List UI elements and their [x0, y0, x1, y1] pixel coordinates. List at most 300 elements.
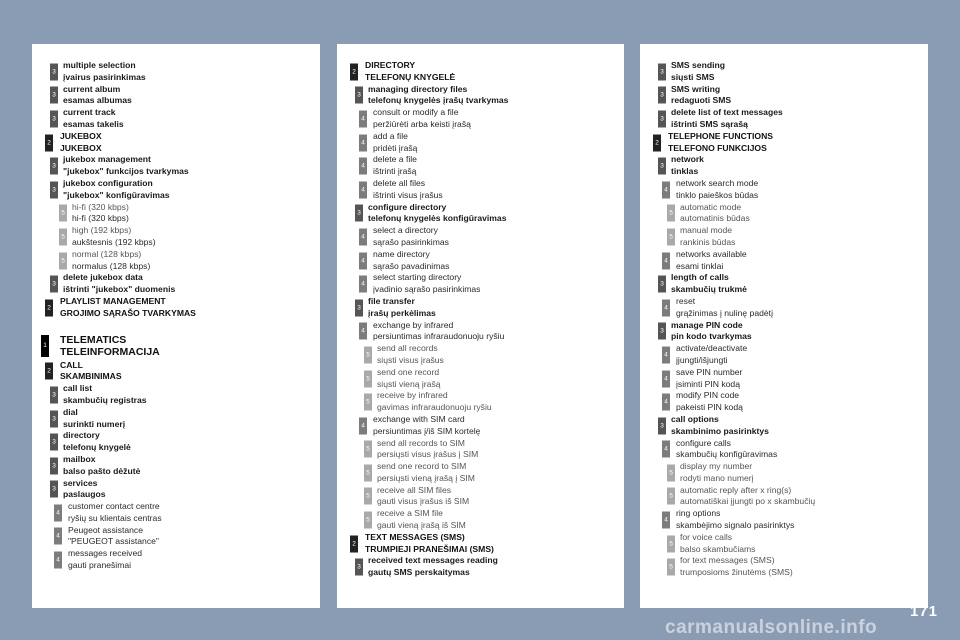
menu-item-line: activate/deactivate [676, 343, 748, 354]
menu-item-text [72, 249, 316, 273]
level-badge: 5 [667, 488, 675, 505]
menu-item-line: delete jukebox data [63, 272, 143, 283]
menu-item-line: exchange with SIM card [373, 413, 465, 424]
menu-item-level-3 [337, 84, 624, 108]
menu-item-level-5 [640, 532, 928, 556]
menu-item-line: persiųsti vieną įrašą į SIM [377, 472, 475, 483]
level-badge: 2 [350, 63, 358, 80]
menu-item-text [671, 84, 924, 108]
level-badge: 5 [364, 488, 372, 505]
menu-item-line: managing directory files [368, 83, 468, 94]
menu-item-level-3 [32, 272, 320, 296]
level-badge: 5 [364, 394, 372, 411]
menu-item-line: telefonų knygelė [63, 442, 131, 453]
menu-item-text [72, 202, 316, 226]
menu-item-line: select a directory [373, 225, 438, 236]
level-badge: 4 [54, 528, 62, 545]
menu-item-line: file transfer [368, 295, 415, 306]
menu-item-line: receive by infrared [377, 390, 448, 401]
level-badge: 3 [658, 323, 666, 340]
level-badge: 3 [50, 434, 58, 451]
menu-item-level-4 [640, 390, 928, 414]
menu-item-line: pridėti įrašą [373, 142, 418, 153]
menu-item-text [63, 454, 316, 478]
menu-item-line: TELEFONŲ KNYGELĖ [365, 71, 456, 82]
menu-item-line: gauti vieną įrašą iš SIM [377, 520, 466, 531]
menu-item-level-3 [337, 296, 624, 320]
level-badge: 4 [359, 228, 367, 245]
menu-item-level-2 [32, 360, 320, 384]
menu-column-1 [32, 44, 320, 608]
level-badge: 4 [662, 252, 670, 269]
menu-item-level-3 [32, 107, 320, 131]
menu-item-line: normalus (128 kbps) [72, 260, 151, 271]
menu-item-level-4 [32, 548, 320, 572]
level-badge: 5 [364, 346, 372, 363]
menu-item-line: send all records [377, 343, 438, 354]
menu-item-line: "jukebox" funkcijos tvarkymas [63, 166, 189, 177]
level-badge: 4 [662, 370, 670, 387]
menu-item-level-2 [640, 131, 928, 155]
menu-item-line: pakeisti PIN kodą [676, 402, 743, 413]
menu-item-level-5 [32, 202, 320, 226]
level-badge: 5 [667, 464, 675, 481]
menu-item-text [377, 390, 620, 414]
menu-item-line: for text messages (SMS) [680, 555, 775, 566]
menu-item-line: TELEMATICS [60, 333, 127, 346]
menu-item-line: įjungti/išjungti [676, 354, 728, 365]
menu-item-text [680, 202, 924, 226]
menu-item-line: gautų SMS perskaitymas [368, 567, 470, 578]
level-badge: 3 [50, 158, 58, 175]
menu-item-text [377, 508, 620, 532]
menu-item-line: current track [63, 107, 116, 118]
menu-item-line: current album [63, 83, 121, 94]
menu-item-line: siųsti vieną įrašą [377, 378, 441, 389]
menu-item-line: delete a file [373, 154, 417, 165]
level-badge: 3 [50, 110, 58, 127]
menu-item-line: network [671, 154, 704, 165]
menu-item-line: ištrinti SMS sąrašą [671, 118, 748, 129]
menu-item-line: telefonų knygelės įrašų tvarkymas [368, 95, 509, 106]
menu-item-line: select starting directory [373, 272, 462, 283]
menu-item-line: send one record [377, 366, 440, 377]
menu-item-line: automatic reply after x ring(s) [680, 484, 792, 495]
menu-item-text [63, 84, 316, 108]
menu-item-level-3 [32, 178, 320, 202]
menu-item-line: JUKEBOX [60, 130, 102, 141]
menu-item-level-4 [640, 367, 928, 391]
menu-item-level-3 [32, 478, 320, 502]
level-badge: 4 [662, 299, 670, 316]
level-badge: 4 [54, 504, 62, 521]
menu-item-line: display my number [680, 461, 753, 472]
menu-item-line: name directory [373, 248, 430, 259]
menu-item-text [671, 414, 924, 438]
level-badge: 4 [359, 181, 367, 198]
menu-item-level-5 [337, 343, 624, 367]
menu-item-line: peržiūrėti arba keisti įrašą [373, 118, 471, 129]
menu-item-text [676, 367, 924, 391]
menu-item-line: delete all files [373, 177, 426, 188]
menu-item-line: automatic mode [680, 201, 742, 212]
menu-item-line: jukebox management [63, 154, 151, 165]
menu-item-line: trumposioms žinutėms (SMS) [680, 567, 793, 578]
menu-item-text [68, 525, 316, 549]
menu-item-level-3 [32, 383, 320, 407]
menu-item-text [676, 508, 924, 532]
menu-item-text [680, 555, 924, 579]
menu-item-level-4 [337, 154, 624, 178]
menu-item-line: hi-fi (320 kbps) [72, 213, 129, 224]
menu-item-text [365, 532, 620, 556]
menu-item-level-3 [32, 84, 320, 108]
menu-item-line: high (192 kbps) [72, 225, 132, 236]
menu-item-line: TEXT MESSAGES (SMS) [365, 531, 465, 542]
menu-item-line: services [63, 477, 98, 488]
menu-item-line: siųsti visus įrašus [377, 354, 444, 365]
menu-list [337, 60, 624, 579]
level-badge: 2 [45, 363, 53, 380]
level-badge: 4 [359, 110, 367, 127]
menu-item-line: mailbox [63, 453, 96, 464]
level-badge: 5 [364, 464, 372, 481]
menu-item-line: TELEPHONE FUNCTIONS [668, 130, 774, 141]
menu-item-line: surinkti numerį [63, 418, 126, 429]
menu-item-line: exchange by infrared [373, 319, 454, 330]
menu-item-line: skambėjimo signalo pasirinktys [676, 520, 795, 531]
menu-item-level-2 [337, 60, 624, 84]
menu-item-line: call options [671, 413, 719, 424]
menu-item-text [377, 367, 620, 391]
menu-item-text [68, 501, 316, 525]
menu-item-text [671, 272, 924, 296]
menu-item-line: ring options [676, 508, 721, 519]
menu-item-text [373, 178, 620, 202]
menu-item-line: įvairus pasirinkimas [63, 71, 146, 82]
menu-item-level-4 [640, 249, 928, 273]
menu-item-line: send all records to SIM [377, 437, 465, 448]
level-badge: 3 [50, 87, 58, 104]
menu-item-line: grąžinimas į nulinę padėtį [676, 307, 773, 318]
menu-item-line: sąrašo pavadinimas [373, 260, 450, 271]
menu-item-level-2 [32, 131, 320, 155]
menu-item-text [377, 485, 620, 509]
menu-item-level-5 [640, 485, 928, 509]
level-badge: 4 [662, 512, 670, 529]
level-badge: 3 [50, 386, 58, 403]
menu-item-line: CALL [60, 359, 83, 370]
level-badge: 4 [359, 134, 367, 151]
menu-item-level-4 [337, 131, 624, 155]
menu-item-text [63, 407, 316, 431]
menu-item-line: Peugeot assistance [68, 524, 144, 535]
menu-item-line: persiųsti visus įrašus į SIM [377, 449, 479, 460]
menu-item-text [676, 178, 924, 202]
menu-item-level-5 [640, 461, 928, 485]
level-badge: 4 [359, 158, 367, 175]
level-badge: 3 [50, 457, 58, 474]
menu-item-line: TRUMPIEJI PRANEŠIMAI (SMS) [365, 543, 494, 554]
menu-item-text [676, 343, 924, 367]
menu-item-level-5 [32, 225, 320, 249]
menu-item-text [63, 272, 316, 296]
menu-item-line: TELEFONO FUNKCIJOS [668, 142, 767, 153]
menu-item-text [676, 390, 924, 414]
menu-item-level-4 [640, 438, 928, 462]
menu-item-level-4 [640, 178, 928, 202]
menu-item-line: length of calls [671, 272, 729, 283]
menu-item-level-1 [32, 334, 320, 358]
menu-item-line: modify PIN code [676, 390, 740, 401]
menu-item-line: receive all SIM files [377, 484, 452, 495]
menu-item-text [671, 107, 924, 131]
menu-item-level-3 [32, 407, 320, 431]
menu-item-text [60, 296, 316, 320]
menu-item-line: ištrinti "jukebox" duomenis [63, 284, 176, 295]
menu-item-level-4 [337, 320, 624, 344]
level-badge: 2 [350, 535, 358, 552]
menu-item-line: jukebox configuration [63, 177, 153, 188]
level-badge: 4 [662, 441, 670, 458]
level-badge: 4 [54, 552, 62, 569]
menu-item-level-3 [640, 272, 928, 296]
level-badge: 3 [50, 410, 58, 427]
menu-item-text [60, 334, 316, 358]
menu-item-level-3 [337, 202, 624, 226]
level-badge: 2 [45, 299, 53, 316]
level-badge: 5 [667, 559, 675, 576]
menu-item-line: įrašų perkėlimas [368, 307, 436, 318]
menu-item-level-5 [640, 555, 928, 579]
menu-item-line: redaguoti SMS [671, 95, 732, 106]
menu-item-text [680, 225, 924, 249]
level-badge: 3 [355, 299, 363, 316]
menu-item-text [373, 107, 620, 131]
menu-item-text [368, 84, 620, 108]
menu-item-line: received text messages reading [368, 555, 498, 566]
menu-item-text [680, 532, 924, 556]
level-badge: 5 [667, 535, 675, 552]
menu-item-line: skambučių trukmė [671, 284, 747, 295]
level-badge: 4 [359, 417, 367, 434]
menu-item-text [377, 461, 620, 485]
menu-item-level-4 [640, 508, 928, 532]
menu-item-line: esamas albumas [63, 95, 132, 106]
level-badge: 3 [50, 276, 58, 293]
menu-item-line: pin kodo tvarkymas [671, 331, 752, 342]
menu-item-level-3 [640, 84, 928, 108]
menu-item-line: persiuntimas į/iš SIM kortelę [373, 425, 481, 436]
menu-list [640, 60, 928, 579]
menu-item-line: receive a SIM file [377, 508, 443, 519]
menu-item-text [368, 296, 620, 320]
menu-item-text [377, 343, 620, 367]
menu-item-text [373, 249, 620, 273]
menu-item-level-5 [337, 367, 624, 391]
menu-item-level-3 [32, 430, 320, 454]
menu-column-3 [640, 44, 928, 608]
menu-item-line: save PIN number [676, 366, 743, 377]
menu-item-line: paslaugos [63, 489, 106, 500]
menu-item-line: "PEUGEOT assistance" [68, 536, 159, 547]
menu-item-level-4 [640, 296, 928, 320]
menu-item-line: ištrinti visus įrašus [373, 189, 443, 200]
menu-item-level-5 [640, 225, 928, 249]
menu-item-text [373, 131, 620, 155]
menu-item-line: hi-fi (320 kbps) [72, 201, 129, 212]
menu-item-line: PLAYLIST MANAGEMENT [60, 295, 166, 306]
menu-item-text [63, 107, 316, 131]
menu-column-2 [337, 44, 624, 608]
menu-item-level-3 [640, 154, 928, 178]
menu-item-line: automatinis būdas [680, 213, 750, 224]
menu-item-text [72, 225, 316, 249]
menu-item-level-4 [337, 414, 624, 438]
menu-item-text [68, 548, 316, 572]
menu-item-text [373, 154, 620, 178]
menu-item-line: networks available [676, 248, 747, 259]
menu-item-text [63, 178, 316, 202]
menu-item-text [368, 202, 620, 226]
menu-item-text [373, 320, 620, 344]
menu-item-level-3 [32, 60, 320, 84]
menu-item-line: SMS writing [671, 83, 721, 94]
menu-item-line: tinklo paieškos būdas [676, 189, 759, 200]
menu-item-line: GROJIMO SĄRAŠO TVARKYMAS [60, 307, 196, 318]
menu-item-level-3 [640, 414, 928, 438]
menu-item-line: automatiškai įjungti po x skambučių [680, 496, 816, 507]
menu-item-level-3 [640, 60, 928, 84]
menu-item-line: add a file [373, 130, 408, 141]
menu-item-level-4 [337, 225, 624, 249]
menu-item-line: įsiminti PIN kodą [676, 378, 740, 389]
level-badge: 4 [662, 181, 670, 198]
level-badge: 2 [653, 134, 661, 151]
level-badge: 4 [662, 346, 670, 363]
menu-item-line: skambučių konfigūravimas [676, 449, 778, 460]
level-badge: 3 [50, 63, 58, 80]
menu-item-line: sąrašo pasirinkimas [373, 236, 449, 247]
level-badge: 3 [50, 481, 58, 498]
menu-item-level-3 [640, 107, 928, 131]
menu-item-line: tinklas [671, 166, 699, 177]
menu-item-level-5 [32, 249, 320, 273]
menu-item-line: call list [63, 383, 93, 394]
menu-item-line: messages received [68, 548, 143, 559]
menu-item-text [680, 485, 924, 509]
menu-item-level-4 [32, 501, 320, 525]
level-badge: 5 [364, 370, 372, 387]
level-badge: 3 [658, 63, 666, 80]
menu-item-line: configure directory [368, 201, 447, 212]
menu-item-line: gauti visus įrašus iš SIM [377, 496, 470, 507]
menu-item-text [676, 438, 924, 462]
menu-item-line: rodyti mano numerį [680, 472, 754, 483]
level-badge: 5 [59, 252, 67, 269]
menu-item-level-2 [32, 296, 320, 320]
menu-item-text [377, 438, 620, 462]
menu-item-level-5 [337, 461, 624, 485]
menu-item-text [368, 555, 620, 579]
menu-item-line: directory [63, 430, 100, 441]
menu-item-line: telefonų knygelės konfigūravimas [368, 213, 507, 224]
level-badge: 3 [658, 276, 666, 293]
menu-item-level-5 [337, 508, 624, 532]
level-badge: 3 [355, 559, 363, 576]
menu-item-level-4 [337, 272, 624, 296]
menu-item-level-4 [337, 178, 624, 202]
menu-item-text [63, 478, 316, 502]
menu-item-line: siųsti SMS [671, 71, 715, 82]
menu-item-line: gavimas infraraudonuoju ryšiu [377, 402, 492, 413]
menu-item-level-4 [337, 107, 624, 131]
menu-item-line: manual mode [680, 225, 733, 236]
menu-item-line: normal (128 kbps) [72, 248, 142, 259]
menu-item-line: SMS sending [671, 60, 725, 70]
menu-item-line: gauti pranešimai [68, 560, 132, 571]
menu-item-text [671, 60, 924, 84]
page-number: 171 [909, 603, 938, 620]
menu-item-line: consult or modify a file [373, 107, 459, 118]
menu-item-line: delete list of text messages [671, 107, 783, 118]
level-badge: 3 [658, 158, 666, 175]
menu-item-line: "jukebox" konfigūravimas [63, 189, 170, 200]
level-badge: 3 [658, 87, 666, 104]
level-badge: 4 [359, 323, 367, 340]
menu-item-text [676, 249, 924, 273]
menu-item-text [373, 225, 620, 249]
menu-item-line: for voice calls [680, 531, 733, 542]
level-badge: 3 [355, 87, 363, 104]
level-badge: 1 [41, 335, 49, 357]
menu-item-line: dial [63, 406, 78, 417]
level-badge: 3 [658, 417, 666, 434]
menu-item-line: esamas takelis [63, 118, 124, 129]
menu-item-line: reset [676, 295, 696, 306]
menu-item-text [373, 414, 620, 438]
level-badge: 4 [662, 394, 670, 411]
menu-item-line: TELEINFORMACIJA [60, 345, 160, 358]
menu-item-level-5 [337, 438, 624, 462]
menu-item-text [63, 60, 316, 84]
menu-item-level-4 [32, 525, 320, 549]
level-badge: 5 [667, 228, 675, 245]
menu-item-text [63, 430, 316, 454]
menu-item-level-5 [640, 202, 928, 226]
menu-item-text [63, 154, 316, 178]
menu-item-line: esami tinklai [676, 260, 724, 271]
menu-item-level-3 [337, 555, 624, 579]
menu-item-level-3 [32, 454, 320, 478]
menu-item-level-3 [640, 320, 928, 344]
level-badge: 5 [59, 228, 67, 245]
menu-list [32, 60, 320, 572]
menu-item-text [671, 154, 924, 178]
menu-item-line: customer contact centre [68, 501, 160, 512]
level-badge: 3 [50, 181, 58, 198]
menu-item-line: persiuntimas infraraudonuoju ryšiu [373, 331, 505, 342]
menu-item-line: DIRECTORY [365, 60, 416, 70]
menu-item-text [60, 131, 316, 155]
menu-item-text [365, 60, 620, 84]
menu-item-text [373, 272, 620, 296]
menu-item-line: rankinis būdas [680, 236, 736, 247]
menu-item-level-3 [32, 154, 320, 178]
menu-item-line: SKAMBINIMAS [60, 371, 122, 382]
menu-item-line: JUKEBOX [60, 142, 102, 153]
menu-item-line: aukštesnis (192 kbps) [72, 236, 156, 247]
